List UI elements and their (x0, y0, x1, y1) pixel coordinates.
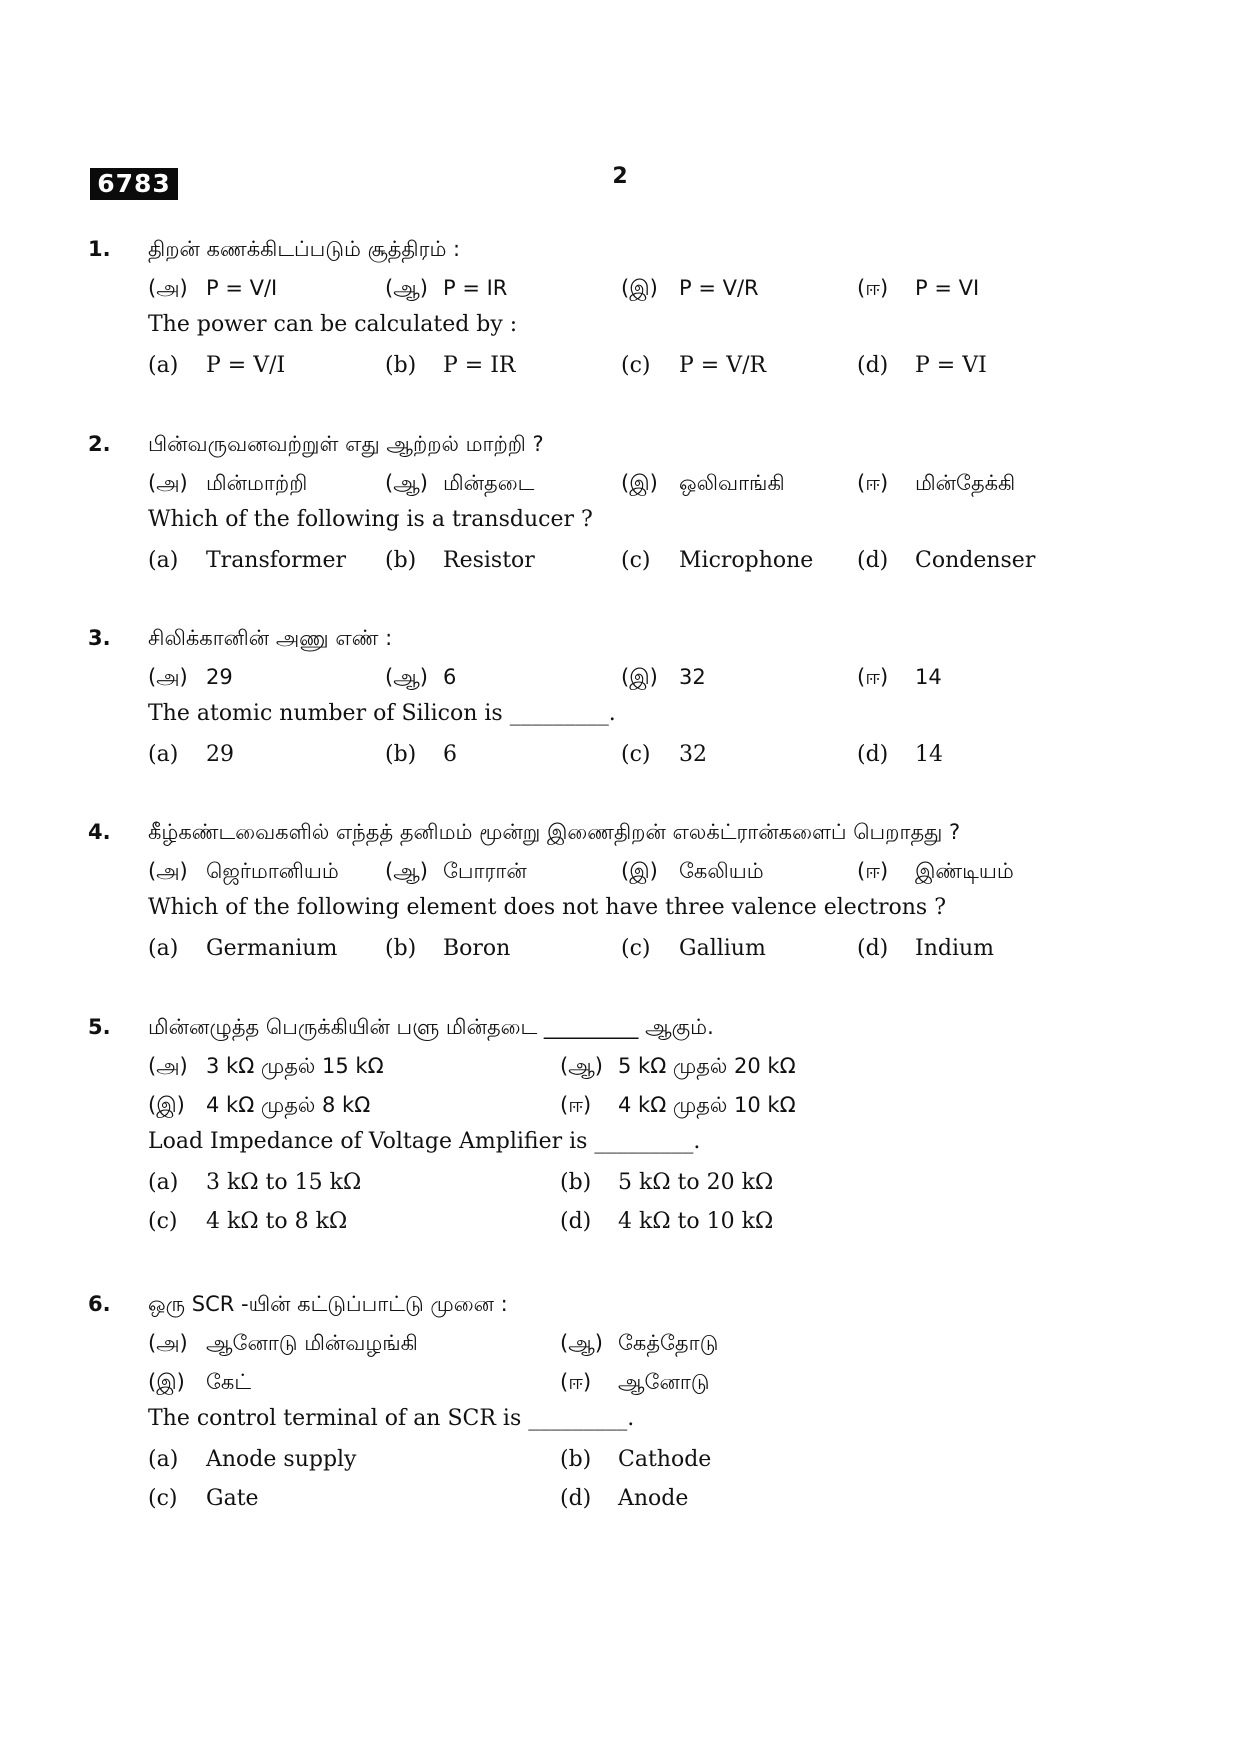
english-option-text: 3 kΩ to 15 kΩ (206, 1170, 362, 1195)
tamil-question-text: சிலிக்கானின் அணு எண் : (148, 626, 393, 650)
tamil-option-text: கேத்தோடு (618, 1331, 719, 1355)
english-option-label: (b) (560, 1447, 592, 1472)
english-option-label: (d) (857, 936, 889, 961)
tamil-option-text: கேட் (206, 1370, 252, 1394)
english-question-text: Which of the following is a transducer ? (148, 507, 593, 532)
tamil-option-label: (ஈ) (560, 1093, 592, 1117)
tamil-option-label: (ஈ) (857, 276, 889, 300)
page-number: 2 (612, 164, 628, 189)
tamil-option-label: (ஆ) (385, 276, 428, 300)
tamil-option-text: P = V/R (679, 276, 759, 300)
english-option-text: 32 (679, 742, 707, 767)
english-question-text: Which of the following element does not have three valence electrons ? (148, 895, 946, 920)
tamil-option-text: 5 kΩ முதல் 20 kΩ (618, 1054, 796, 1078)
english-option-label: (c) (621, 548, 651, 573)
tamil-option-label: (ஈ) (857, 665, 889, 689)
english-option-label: (d) (857, 548, 889, 573)
question-number: 2. (88, 432, 111, 456)
tamil-option-label: (ஈ) (560, 1370, 592, 1394)
english-option-label: (c) (621, 936, 651, 961)
tamil-option-label: (இ) (621, 859, 658, 883)
english-option-text: Condenser (915, 548, 1036, 573)
tamil-option-label: (ஈ) (857, 859, 889, 883)
tamil-option-label: (அ) (148, 665, 188, 689)
english-option-text: Transformer (206, 548, 347, 573)
tamil-option-text: P = V/I (206, 276, 278, 300)
english-option-label: (c) (621, 742, 651, 767)
english-option-label: (b) (560, 1170, 592, 1195)
english-option-text: P = VI (915, 353, 987, 378)
english-option-label: (b) (385, 353, 417, 378)
english-option-text: Boron (443, 936, 511, 961)
english-option-text: 4 kΩ to 8 kΩ (206, 1209, 348, 1234)
tamil-option-label: (அ) (148, 276, 188, 300)
english-option-text: Resistor (443, 548, 535, 573)
tamil-question-text: கீழ்கண்டவைகளில் எந்தத் தனிமம் மூன்று இணைதிறன் எலக்ட்ரான்களைப் பெறாதது ? (148, 820, 961, 844)
tamil-option-text: 6 (443, 665, 457, 689)
tamil-option-text: P = VI (915, 276, 980, 300)
english-option-label: (d) (560, 1486, 592, 1511)
english-question-text: The power can be calculated by : (148, 312, 518, 337)
english-option-label: (c) (148, 1486, 178, 1511)
english-option-text: Anode (618, 1486, 689, 1511)
paper-code: 6783 (90, 168, 178, 200)
english-option-text: P = V/R (679, 353, 767, 378)
tamil-option-text: 29 (206, 665, 233, 689)
tamil-option-text: ஆனோடு (618, 1370, 710, 1394)
tamil-option-text: P = IR (443, 276, 508, 300)
english-option-text: 6 (443, 742, 457, 767)
question-number: 5. (88, 1015, 111, 1039)
english-question-text: Load Impedance of Voltage Amplifier is _________. (148, 1129, 701, 1154)
english-option-label: (a) (148, 548, 179, 573)
english-option-label: (a) (148, 1170, 179, 1195)
tamil-question-text: பின்வருவனவற்றுள் எது ஆற்றல் மாற்றி ? (148, 432, 544, 456)
tamil-option-text: மின்மாற்றி (206, 471, 308, 495)
tamil-option-text: மின்தேக்கி (915, 471, 1016, 495)
tamil-option-label: (அ) (148, 1331, 188, 1355)
question-number: 3. (88, 626, 111, 650)
english-option-label: (a) (148, 353, 179, 378)
english-option-text: 29 (206, 742, 234, 767)
tamil-option-label: (இ) (621, 665, 658, 689)
tamil-option-label: (அ) (148, 471, 188, 495)
english-question-text: The control terminal of an SCR is _________. (148, 1406, 635, 1431)
english-option-label: (a) (148, 1447, 179, 1472)
english-option-text: 14 (915, 742, 943, 767)
tamil-option-text: இண்டியம் (915, 859, 1014, 883)
english-option-text: P = IR (443, 353, 516, 378)
english-option-text: 4 kΩ to 10 kΩ (618, 1209, 774, 1234)
english-option-text: Gate (206, 1486, 259, 1511)
tamil-option-label: (இ) (621, 276, 658, 300)
tamil-option-text: போரான் (443, 859, 527, 883)
tamil-option-label: (ஆ) (560, 1054, 603, 1078)
tamil-option-label: (அ) (148, 859, 188, 883)
english-option-label: (a) (148, 742, 179, 767)
english-option-label: (a) (148, 936, 179, 961)
tamil-option-text: கேலியம் (679, 859, 764, 883)
english-option-label: (b) (385, 936, 417, 961)
tamil-option-label: (ஆ) (560, 1331, 603, 1355)
english-option-label: (b) (385, 742, 417, 767)
tamil-option-label: (இ) (148, 1093, 185, 1117)
english-option-text: Cathode (618, 1447, 712, 1472)
tamil-option-text: 14 (915, 665, 942, 689)
english-option-label: (c) (621, 353, 651, 378)
tamil-option-label: (ஆ) (385, 859, 428, 883)
tamil-question-text: மின்னழுத்த பெருக்கியின் பளு மின்தடை _________ ஆகும். (148, 1015, 714, 1039)
tamil-option-text: ஜெர்மானியம் (206, 859, 339, 883)
english-option-text: Anode supply (206, 1447, 357, 1472)
tamil-option-label: (இ) (621, 471, 658, 495)
tamil-option-text: 32 (679, 665, 706, 689)
english-question-text: The atomic number of Silicon is _________. (148, 701, 616, 726)
english-option-text: Indium (915, 936, 995, 961)
tamil-option-label: (ஈ) (857, 471, 889, 495)
tamil-option-text: 4 kΩ முதல் 10 kΩ (618, 1093, 796, 1117)
english-option-text: Microphone (679, 548, 814, 573)
english-option-label: (d) (857, 742, 889, 767)
tamil-option-text: ஒலிவாங்கி (679, 471, 785, 495)
question-number: 4. (88, 820, 111, 844)
question-number: 6. (88, 1292, 111, 1316)
tamil-option-text: ஆனோடு மின்வழங்கி (206, 1331, 418, 1355)
tamil-option-text: 3 kΩ முதல் 15 kΩ (206, 1054, 384, 1078)
tamil-question-text: ஒரு SCR -யின் கட்டுப்பாட்டு முனை : (148, 1292, 508, 1316)
english-option-text: 5 kΩ to 20 kΩ (618, 1170, 774, 1195)
english-option-text: P = V/I (206, 353, 286, 378)
tamil-option-label: (இ) (148, 1370, 185, 1394)
tamil-option-label: (ஆ) (385, 665, 428, 689)
english-option-label: (d) (857, 353, 889, 378)
tamil-option-text: 4 kΩ முதல் 8 kΩ (206, 1093, 371, 1117)
question-number: 1. (88, 237, 111, 261)
tamil-question-text: திறன் கணக்கிடப்படும் சூத்திரம் : (148, 237, 461, 261)
tamil-option-label: (அ) (148, 1054, 188, 1078)
tamil-option-text: மின்தடை (443, 471, 535, 495)
english-option-text: Gallium (679, 936, 766, 961)
english-option-text: Germanium (206, 936, 338, 961)
english-option-label: (b) (385, 548, 417, 573)
english-option-label: (c) (148, 1209, 178, 1234)
english-option-label: (d) (560, 1209, 592, 1234)
tamil-option-label: (ஆ) (385, 471, 428, 495)
